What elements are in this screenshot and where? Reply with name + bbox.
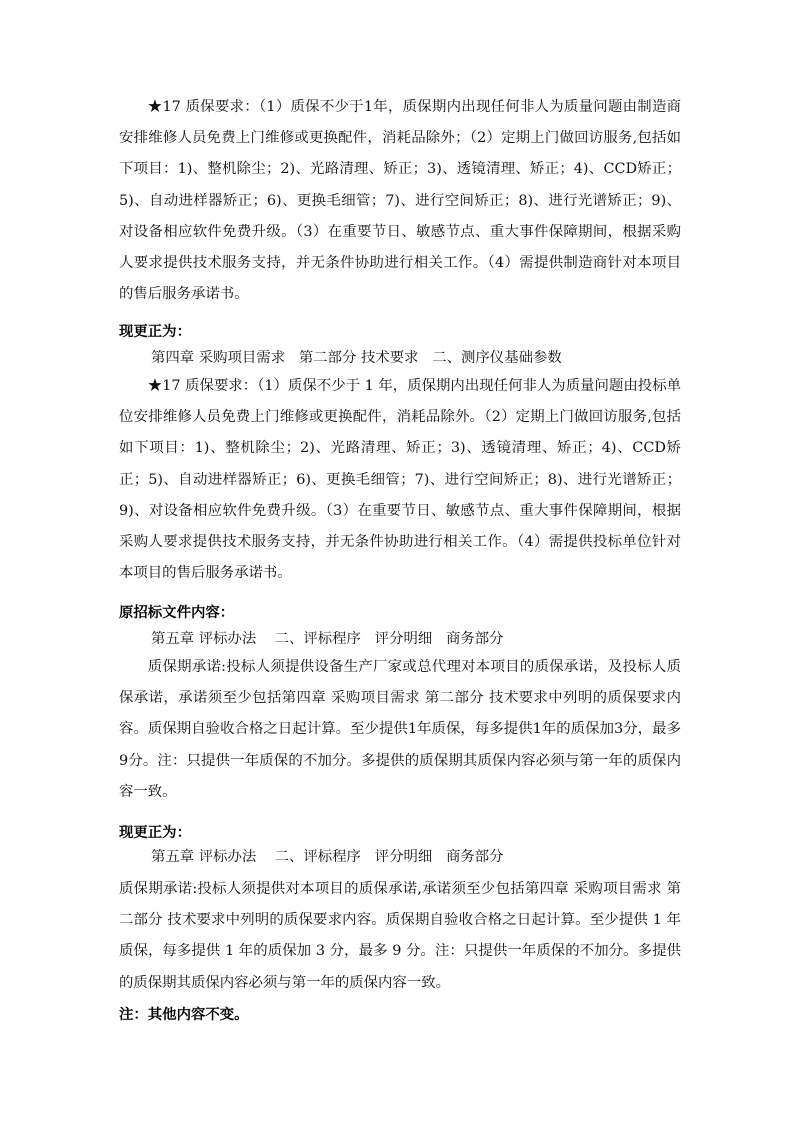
change1-heading: 现更正为： xyxy=(119,324,191,340)
original-requirement-paragraph: ★17 质保要求：（1）质保不少于1年，质保期内出现任何非人为质量问题由制造商安排维修人员免费上门维修或更换配件，消耗品除外；（2）定期上门做回访服务,包括如下项目：1)、整机除尘；2)、光路清理、矫正；3)、透镜清理、矫正；4)、CCD矫正；5)、自动进样器矫正；6)、更换毛细管；7)、进行空间矫正；8)、进行光谱矫正；9)、对设备相应软件免费升级。（3）在重要节日、敏感节点、重大事件保障期间，根据采购人要求提供技术服务支持，并无条件协助进行相关工作。（4）需提供制造商针对本项目的售后服务承诺书。 xyxy=(119,99,681,303)
change2-body-paragraph: 质保期承诺:投标人须提供对本项目的质保承诺,承诺须至少包括第四章 采购项目需求 第二部分 技术要求中列明的质保要求内容。质保期自验收合格之日起计算。至少提供 1 年质保，每多提供 1 年的质保加 3 分，最多 9 分。注：只提供一年质保的不加分。多提供的质保期其质保内容必须与第一年的质保内容一致。 xyxy=(119,881,681,991)
original-doc-body-paragraph: 质保期承诺:投标人须提供设备生产厂家或总代理对本项目的质保承诺，及投标人质保承诺，承诺须至少包括第四章 采购项目需求 第二部分 技术要求中列明的质保要求内容。质保期自验收合格之日起计算。至少提供1年质保，每多提供1年的质保加3分，最多9分。注：只提供一年质保的不加分。多提供的质保期其质保内容必须与第一年的质保内容一致。 xyxy=(119,659,681,800)
change2-heading: 现更正为： xyxy=(119,825,191,841)
original-doc-chapter-ref: 第五章 评标办法 二、评标程序 评分明细 商务部分 xyxy=(151,631,504,647)
note-other-content-unchanged: 注：其他内容不变。 xyxy=(119,1007,249,1023)
change1-body-paragraph: ★17 质保要求：（1）质保不少于 1 年，质保期内出现任何非人为质量问题由投标单位安排维修人员免费上门维修或更换配件，消耗品除外。（2）定期上门做回访服务,包括如下项目：1)、整机除尘；2)、光路清理、矫正；3)、透镜清理、矫正；4)、CCD矫正；5)、自动进样器矫正；6)、更换毛细管；7)、进行空间矫正；8)、进行光谱矫正；9)、对设备相应软件免费升级。（3）在重要节日、敏感节点、重大事件保障期间，根据采购人要求提供技术服务支持，并无条件协助进行相关工作。（4）需提供投标单位针对本项目的售后服务承诺书。 xyxy=(119,378,681,582)
original-doc-heading: 原招标文件内容： xyxy=(119,605,235,621)
change2-chapter-ref: 第五章 评标办法 二、评标程序 评分明细 商务部分 xyxy=(151,849,504,865)
change1-chapter-ref: 第四章 采购项目需求 第二部分 技术要求 二、测序仪基础参数 xyxy=(151,350,562,366)
